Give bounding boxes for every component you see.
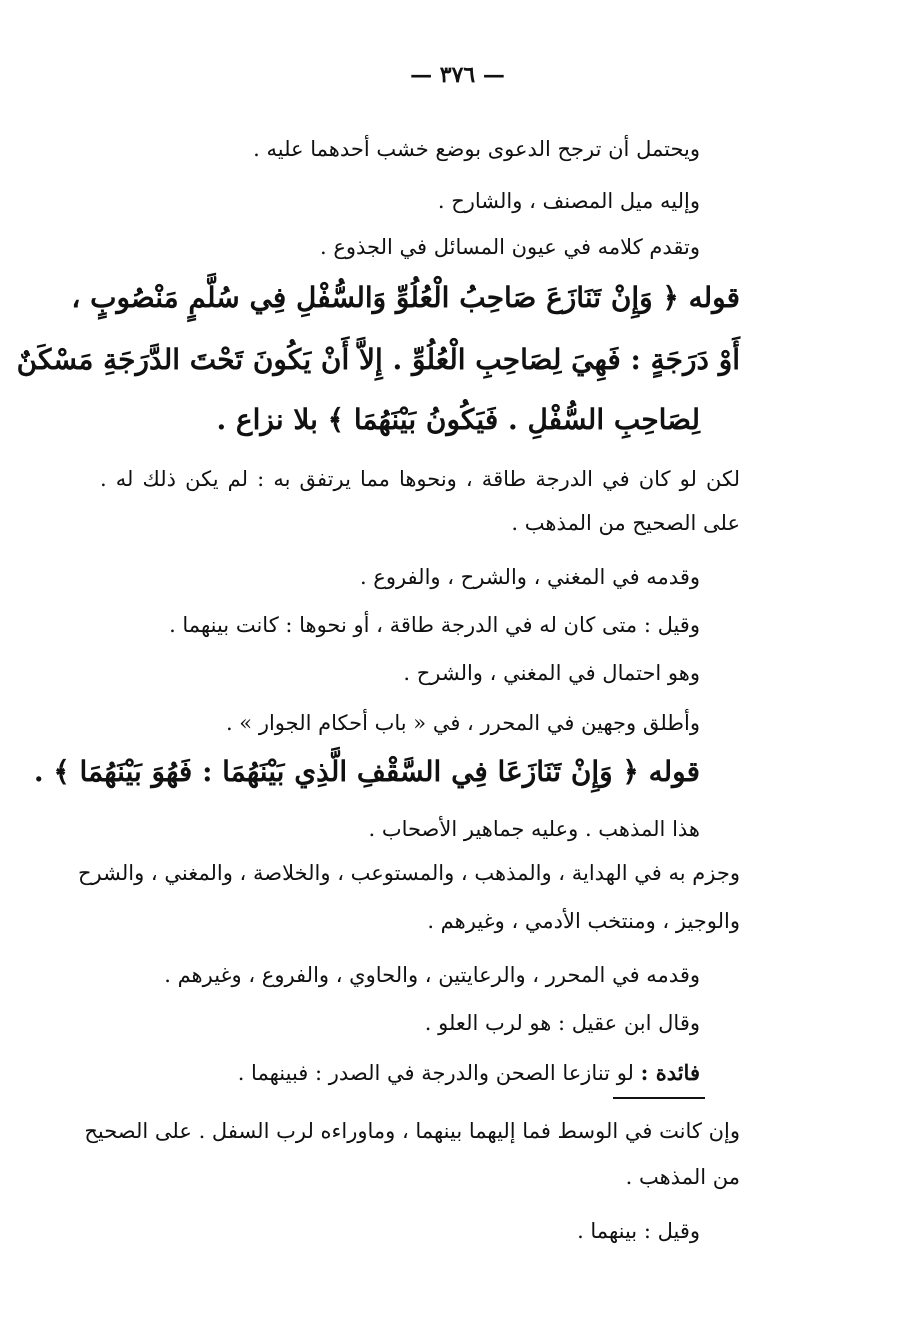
- text-line: وإليه ميل المصنف ، والشارح .: [437, 189, 700, 213]
- line-lead: قوله: [648, 755, 700, 788]
- text-line: هذا المذهب . وعليه جماهير الأصحاب .: [368, 817, 700, 841]
- text-line: وهو احتمال في المغني ، والشرح .: [403, 661, 700, 685]
- text-line: ويحتمل أن ترجح الدعوى بوضع خشب أحدهما عليه .: [253, 137, 700, 161]
- text-line: وتقدم كلامه في عيون المسائل في الجذوع .: [319, 235, 700, 259]
- text-line: وقال ابن عقيل : هو لرب العلو .: [424, 1011, 700, 1035]
- quranic-line: [71, 278, 740, 318]
- text-line: وإن كانت في الوسط فما إليهما بينهما ، وماوراءه لرب السفل . على الصحيح: [84, 1119, 740, 1143]
- line-lead: قوله: [688, 281, 740, 314]
- text-line: وأطلق وجهين في المحرر ، في « باب أحكام الجوار » .: [225, 711, 700, 735]
- text-line: والوجيز ، ومنتخب الأدمي ، وغيرهم .: [427, 909, 740, 933]
- page-number: — ٣٧٦ —: [410, 62, 505, 88]
- quranic-line: أَوْ دَرَجَةٍ : فَهِيَ لِصَاحِبِ الْعُلُوِّ . إِلاَّ أَنْ يَكُونَ تَحْتَ الدَّرَجَةِ مَسْكَنٌ: [16, 343, 740, 376]
- text-line: وقيل : بينهما .: [577, 1219, 700, 1243]
- quranic-line: لِصَاحِبِ السُّفْلِ . فَيَكُونُ بَيْنَهُمَا ﴾ بلا نزاع .: [216, 403, 700, 436]
- text-line: وقدمه في المحرر ، والرعايتين ، والحاوي ، والفروع ، وغيرهم .: [164, 963, 700, 987]
- line-text: ﴿ وَإِنْ تَنَازَعَ صَاحِبُ الْعُلُوِّ وَالسُّفْلِ فِي سُلَّمٍ مَنْصُوبٍ ،: [71, 281, 679, 314]
- text-line: على الصحيح من المذهب .: [511, 511, 740, 535]
- text-line: لكن لو كان في الدرجة طاقة ، ونحوها مما يرتفق به : لم يكن ذلك له .: [100, 467, 740, 491]
- text-line: وقدمه في المغني ، والشرح ، والفروع .: [359, 565, 700, 589]
- text-line: وقيل : متى كان له في الدرجة طاقة ، أو نحوها : كانت بينهما .: [169, 613, 700, 637]
- text-line: وجزم به في الهداية ، والمذهب ، والمستوعب ، والخلاصة ، والمغني ، والشرح: [77, 861, 740, 885]
- text-line: من المذهب .: [625, 1165, 740, 1189]
- note-underline: [613, 1097, 705, 1099]
- line-text: لو تنازعا الصحن والدرجة في الصدر : فبينهما .: [237, 1061, 634, 1085]
- note-line: [100, 1058, 700, 1088]
- quranic-line: [33, 752, 700, 792]
- note-label: فائدة :: [640, 1060, 700, 1085]
- line-text: ﴿ وَإِنْ تَنَازَعَا فِي السَّقْفِ الَّذِي بَيْنَهُمَا : فَهُوَ بَيْنَهُمَا ﴾ .: [33, 755, 639, 788]
